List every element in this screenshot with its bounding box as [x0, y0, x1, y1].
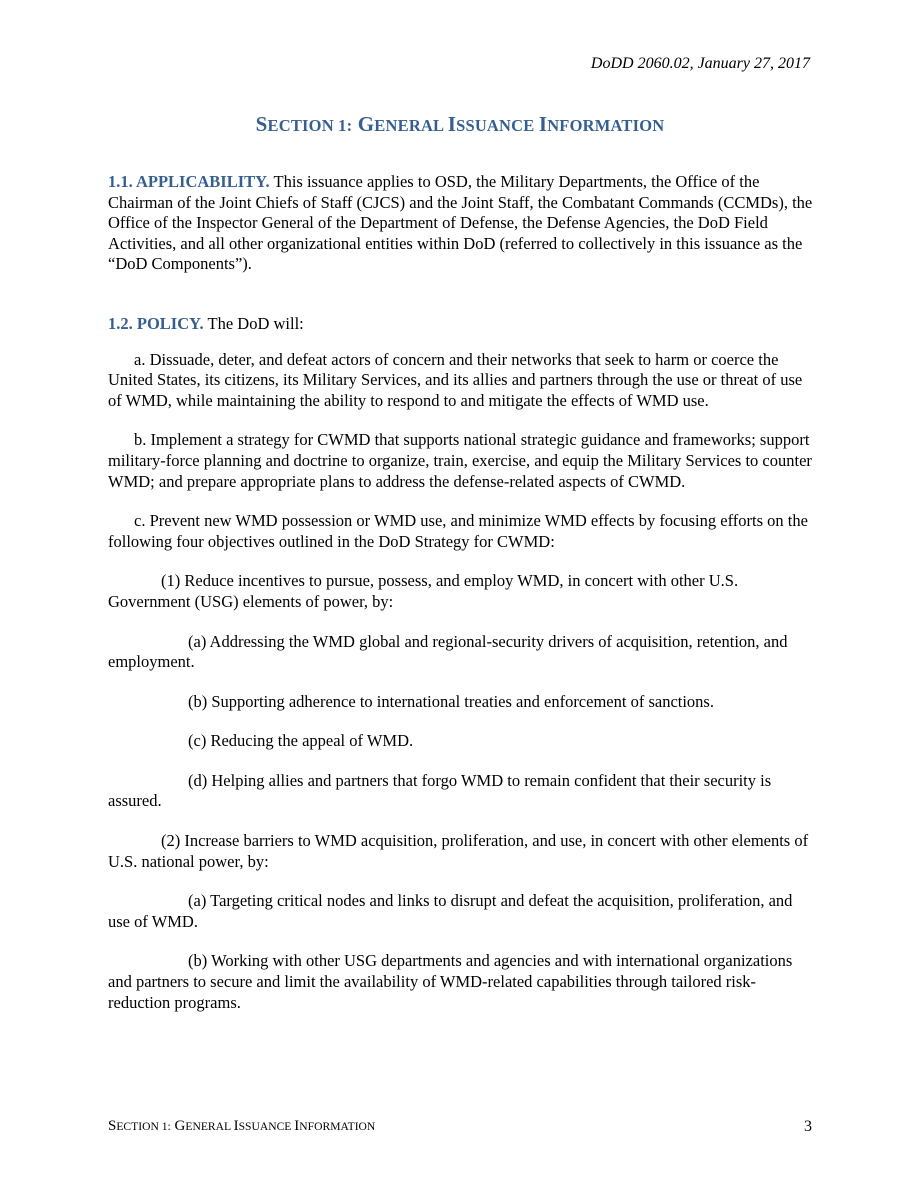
policy-item-c2: (2) Increase barriers to WMD acquisition, proliferation, and use, in concert with other elements of U.S. national power, by: — [108, 831, 809, 871]
policy-item-c: c. Prevent new WMD possession or WMD use, and minimize WMD effects by focusing efforts on the following four objectives outlined in the DoD Strategy for CWMD: — [108, 511, 808, 551]
applicability-text: This issuance applies to OSD, the Military Departments, the Office of the Chairman of the Joint Chiefs of Staff (CJCS) and the Joint Staff, the Combatant Commands (CCMDs), the Office of the Inspector General of the Department of Defense, the Defense Agencies, the DoD Field Activities, and all other organizational entities within DoD (referred to collectively in this issuance as the “DoD Components”). — [108, 172, 813, 274]
title-cap-4: I — [538, 112, 548, 136]
policy-heading: 1.2. POLICY. — [108, 313, 204, 333]
policy-text: The DoD will: — [203, 313, 304, 333]
footer-section-title — [108, 1118, 375, 1134]
footer-rest-1: ECTION 1: — [116, 1120, 171, 1133]
policy-item-c1d: (d) Helping allies and partners that forgo WMD to remain confident that their security is assured. — [108, 770, 772, 811]
document-id-header: DoDD 2060.02, January 27, 2017 — [590, 55, 810, 72]
footer-cap-4: I — [294, 1118, 300, 1134]
policy-item-c2a: (a) Targeting critical nodes and links to disrupt and defeat the acquisition, proliferation, and use of WMD. — [108, 891, 793, 931]
policy-item-c2b: (b) Working with other USG departments and agencies and with international organizations and partners to secure and limit the availability of WMD-related capabilities through tailored risk-reduction programs. — [108, 951, 793, 1012]
title-cap-2: G — [357, 112, 375, 136]
policy-item-b: b. Implement a strategy for CWMD that supports national strategic guidance and frameworks; support military-force planning and doctrine to organize, train, exercise, and equip the Military Services to counter WMD; and prepare appropriate plans to address the defense-related aspects of CWMD. — [108, 430, 812, 491]
title-cap-3: I — [447, 112, 457, 136]
policy-item-a: a. Dissuade, deter, and defeat actors of concern and their networks that seek to harm or coerce the United States, its citizens, its Military Services, and its allies and partners through the use or threat of use of WMD, while maintaining the ability to respond to and mitigate the effects of WMD use. — [108, 349, 803, 410]
footer-cap-3: I — [233, 1118, 239, 1134]
footer-rest-4: NFORMATION — [299, 1120, 376, 1133]
title-rest-4: NFORMATION — [547, 116, 665, 135]
title-cap-1: S — [255, 112, 268, 136]
footer-cap-2: G — [174, 1118, 186, 1134]
paragraph-policy — [108, 314, 813, 335]
policy-item-c1: (1) Reduce incentives to pursue, possess, and employ WMD, in concert with other U.S. Government (USG) elements of power, by: — [108, 571, 739, 611]
page-number: 3 — [804, 1118, 812, 1135]
applicability-heading: 1.1. APPLICABILITY. — [108, 172, 270, 191]
footer-cap-1: S — [108, 1118, 117, 1134]
policy-item-c1b: (b) Supporting adherence to international treaties and enforcement of sanctions. — [188, 691, 714, 711]
title-rest-1: ECTION 1: — [267, 116, 353, 135]
policy-item-c1c: (c) Reducing the appeal of WMD. — [188, 731, 414, 751]
document-body — [108, 172, 813, 1032]
page-footer — [108, 1118, 812, 1135]
footer-rest-2: ENERAL — [185, 1120, 234, 1133]
section-title — [0, 112, 920, 137]
paragraph-applicability — [108, 172, 813, 275]
title-rest-3: SSUANCE — [456, 116, 539, 135]
policy-item-c1a: (a) Addressing the WMD global and regional-security drivers of acquisition, retention, and employment. — [108, 631, 788, 672]
title-rest-2: ENERAL — [374, 116, 448, 135]
footer-rest-3: SSUANCE — [238, 1120, 295, 1133]
